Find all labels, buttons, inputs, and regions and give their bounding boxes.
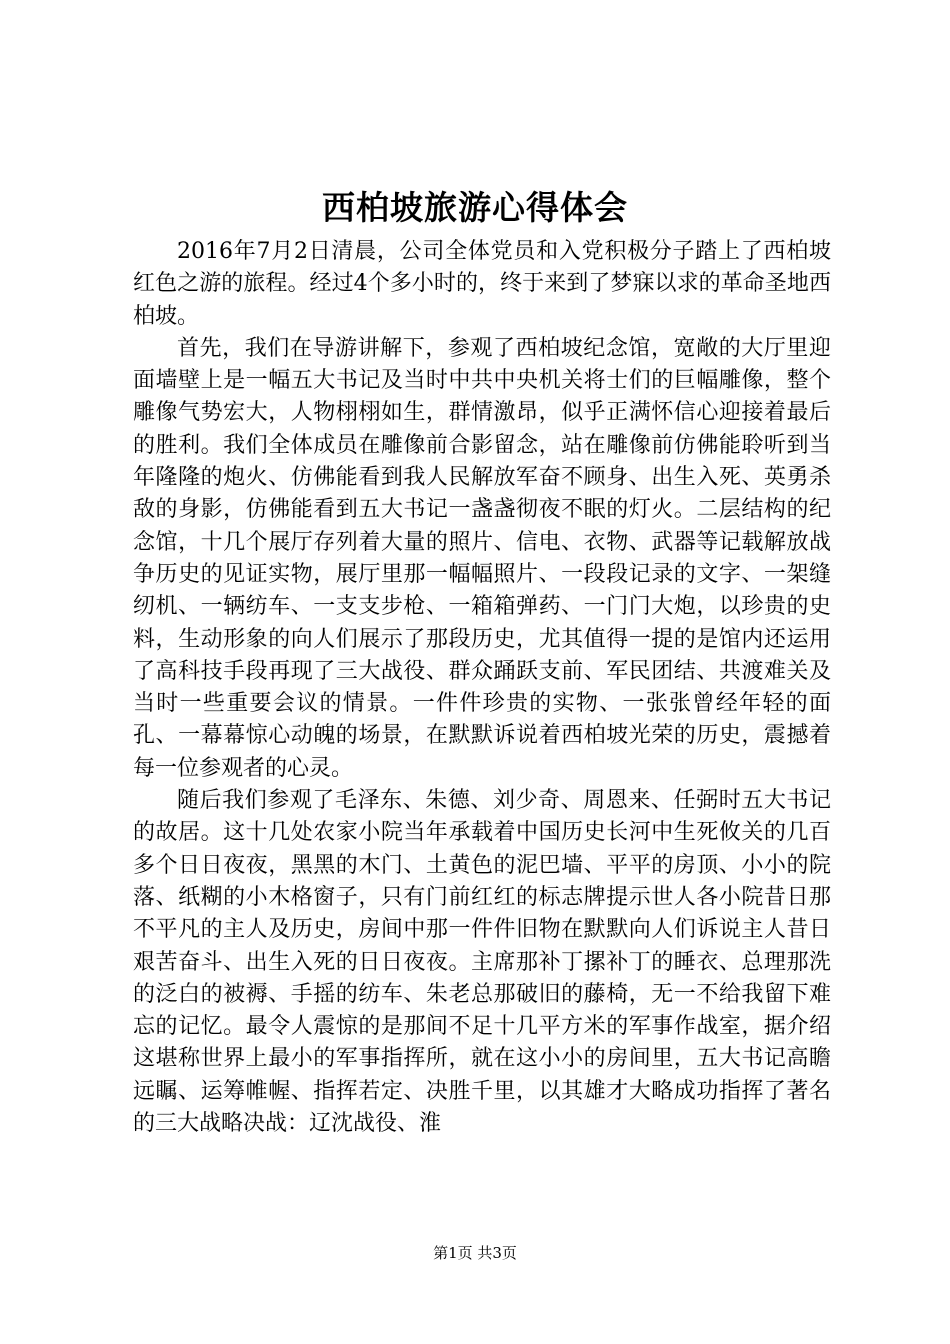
paragraph-intro: 2016年7月2日清晨，公司全体党员和入党积极分子踏上了西柏坡红色之游的旅程。经过4个多小时的，终于来到了梦寐以求的革命圣地西柏坡。 bbox=[133, 239, 831, 329]
page-footer: 第1页 共3页 bbox=[433, 1244, 517, 1262]
paragraph-former-residences: 随后我们参观了毛泽东、朱德、刘少奇、周恩来、任弼时五大书记的故居。这十几处农家小院当年承载着中国历史长河中生死攸关的几百多个日日夜夜，黑黑的木门、土黄色的泥巴墙、平平的房顶、小小的院落、纸糊的小木格窗子，只有门前红红的标志牌提示世人各小院昔日那不平凡的主人及历史，房间中那一件件旧物在默默向人们诉说主人昔日艰苦奋斗、出生入死的日日夜夜。主席那补丁摞补丁的睡衣、总理那洗的泛白的被褥、手摇的纺车、朱老总那破旧的藤椅，无一不给我留下难忘的记忆。最令人震惊的是那间不足十几平方米的军事作战室，据介绍这堪称世界上最小的军事指挥所，就在这小小的房间里，五大书记高瞻远瞩、运筹帷幄、指挥若定、决胜千里，以其雄才大略成功指挥了著名的三大战略决战：辽沈战役、淮 bbox=[133, 788, 831, 1137]
paragraph-memorial-hall: 首先，我们在导游讲解下，参观了西柏坡纪念馆，宽敞的大厅里迎面墙壁上是一幅五大书记及当时中共中央机关将士们的巨幅雕像，整个雕像气势宏大，人物栩栩如生，群情激昂，似乎正满怀信心迎接着最后的胜利。我们全体成员在雕像前合影留念，站在雕像前仿佛能聆听到当年隆隆的炮火、仿佛能看到我人民解放军奋不顾身、出生入死、英勇杀敌的身影，仿佛能看到五大书记一盏盏彻夜不眠的灯火。二层结构的纪念馆，十几个展厅存列着大量的照片、信电、衣物、武器等记载解放战争历史的见证实物，展厅里那一幅幅照片、一段段记录的文字、一架缝纫机、一辆纺车、一支支步枪、一箱箱弹药、一门门大炮，以珍贵的史料，生动形象的向人们展示了那段历史，尤其值得一提的是馆内还运用了高科技手段再现了三大战役、群众踊跃支前、军民团结、共渡难关及当时一些重要会议的情景。一件件珍贵的实物、一张张曾经年轻的面孔、一幕幕惊心动魄的场景，在默默诉说着西柏坡光荣的历史，震撼着每一位参观者的心灵。 bbox=[133, 335, 831, 781]
document-title: 西柏坡旅游心得体会 bbox=[322, 188, 628, 227]
document-body bbox=[133, 236, 831, 1140]
